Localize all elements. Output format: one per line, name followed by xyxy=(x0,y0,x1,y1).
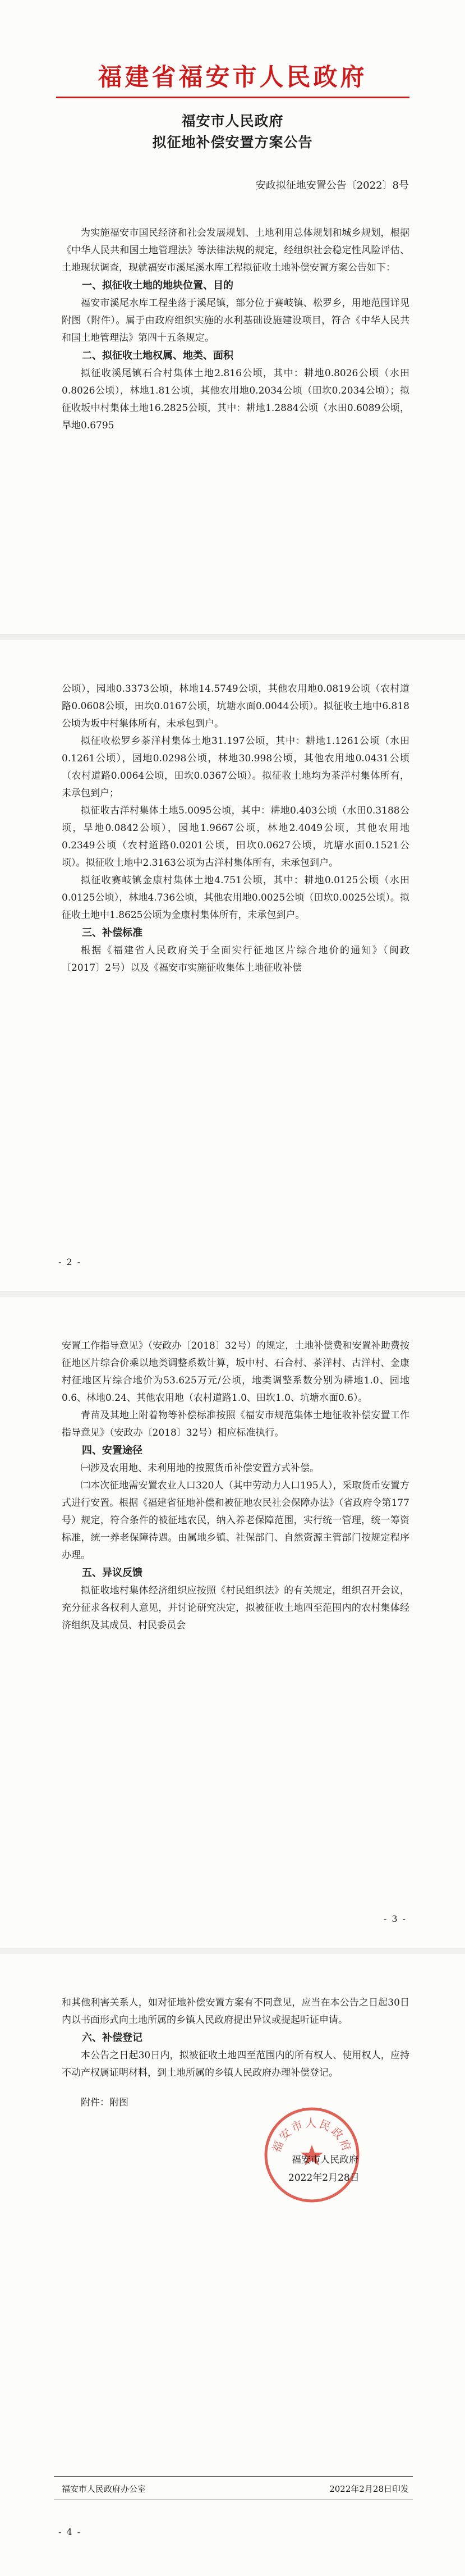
crops-compensation-paragraph: 青苗及其地上附着物等补偿标准按照《福安市规范集体土地征收补偿安置工作指导意见》（安政办〔2018〕32号）相应标准执行。 xyxy=(62,1410,409,1438)
attachment-line: 附件：附图 xyxy=(81,2097,128,2108)
intro-paragraph: 为实施福安市国民经济和社会发展规划、土地利用总体规划和城乡规划，根据《中华人民共和国土地管理法》等法律法规的规定，经组织社会稳定性风险评估、土地现状调查，现就福安市溪尾溪水库工程拟征收土地补偿安置方案公告如下： xyxy=(62,227,409,273)
red-separator-rule xyxy=(56,97,409,98)
guyang-paragraph: 拟征收古洋村集体土地5.0095公顷，其中：耕地0.403公顷（水田0.3188公顷，旱地0.0842公顷），园地1.9667公顷，林地2.4049公顷，其他农用地0.2349公顷（农村道路0.0201公顷，田坎0.0627公顷，坑塘水面0.1521公顷）。拟征收土地中2.3163公顷为古洋村集体所有，未承包到户。 xyxy=(62,805,409,869)
page-2 xyxy=(0,640,465,1291)
section-4-item-2: ㈡本次征地需安置农业人口320人（其中劳动力人口195人），采取货币安置方式进行安置。根据《福建省征地补偿和被征地农民社会保障办法》（省政府令第177号）规定，符合条件的被征地农民，纳入养老保障范围，实行统一管理，统一筹资标准，统一养老保障待遇。由属地乡镇、社保部门、自然资源主管部门按规定程序办理。 xyxy=(62,1480,409,1561)
section-4-item-1: ㈠涉及农用地、未利用地的按照货币补偿安置方式补偿。 xyxy=(81,1463,319,1474)
footer-print-date: 2022年2月28日印发 xyxy=(329,2484,409,2494)
doc-title-line-2: 拟征地补偿安置方案公告 xyxy=(152,134,313,150)
issuing-org-title: 福建省福安市人民政府 xyxy=(98,63,367,92)
page-1 xyxy=(0,0,465,634)
section-6-heading: 六、补偿登记 xyxy=(82,2032,142,2044)
page-number-2: - 2 - xyxy=(58,1257,82,1267)
page-number-3: - 3 - xyxy=(383,1913,407,1924)
page-1-body xyxy=(62,225,409,435)
section-2-paragraph: 拟征收溪尾镇石合村集体土地2.816公顷，其中：耕地0.8026公顷（水田0.8026公顷），林地1.81公顷，其他农用地0.2034公顷（田坎0.2034公顷）；拟征收坂中村集体土地16.2825公顷，其中：耕地1.2884公顷（水田0.6089公顷，旱地0.6795 xyxy=(62,368,409,431)
section-5-paragraph: 拟征收地村集体经济组织应按照《村民组织法》的有关规定，组织召开会议，充分征求各权利人意见，并讨论研究决定，拟被征收土地四至范围内的农村集体经济组织及其成员、村民委员会 xyxy=(62,1585,409,1631)
section-2-heading: 二、拟征收土地权属、地类、面积 xyxy=(82,350,233,362)
page-4-body xyxy=(62,1994,409,2112)
page-3 xyxy=(0,1297,465,1948)
section-3-heading: 三、补偿标准 xyxy=(82,927,142,939)
footer-top-rule xyxy=(54,2476,413,2477)
section-5-continuation: 和其他利害关系人，如对征地补偿安置方案有不同意见，应当在本公告之日起30日内以书面形式向土地所属的乡镇人民政府提出异议或提起听证申请。 xyxy=(62,1997,409,2026)
doc-title-line-1: 福安市人民政府 xyxy=(181,113,284,129)
signing-organization: 福安市人民政府 xyxy=(292,2154,358,2166)
page-3-body xyxy=(62,1337,409,1634)
footer-issuer: 福安市人民政府办公室 xyxy=(62,2484,146,2494)
page-4 xyxy=(0,1954,465,2576)
section-1-paragraph: 福安市溪尾水库工程坐落于溪尾镇，部分位于赛岐镇、松罗乡，用地范围详见附图（附件）。属于由政府组织实施的水利基础设施建设项目，符合《中华人民共和国土地管理法》第四十五条规定。 xyxy=(62,298,409,344)
section-2-continuation: 公顷），园地0.3373公顷，林地14.5749公顷，其他农用地0.0819公顷（农村道路0.0608公顷，田坎0.0167公顷，坑塘水面0.0044公顷）。拟征收土地中6.818公顷为坂中村集体所有，未承包到户。 xyxy=(62,683,409,729)
document-number: 安政拟征地安置公告〔2022〕8号 xyxy=(255,180,409,191)
section-3-paragraph: 根据《福建省人民政府关于全面实行征地区片综合地价的通知》（闽政〔2017〕2号）以及《福安市实施征收集体土地征收补偿 xyxy=(62,945,409,974)
svg-text:福安市人民政府: 福安市人民政府 xyxy=(269,2116,354,2155)
signing-date: 2022年2月28日 xyxy=(288,2172,360,2184)
section-3-continuation: 安置工作指导意见》（安政办〔2018〕32号）的规定，土地补偿费和安置补助费按征地区片综合价乘以地类调整系数计算，坂中村、石合村、茶洋村、古洋村、金康村征地区片综合地价为53.625万元/公顷，地类调整系数分别为耕地1.0、园地0.6、林地0.24、其他农用地（农村道路1.0、田坎1.0、坑塘水面0.6）。 xyxy=(62,1340,409,1404)
songluo-paragraph: 拟征收松罗乡茶洋村集体土地31.197公顷，其中：耕地1.1261公顷（水田0.1261公顷），园地0.0298公顷，林地30.998公顷，其他农用地0.0431公顷（农村道路0.0064公顷，田坎0.0367公顷）。拟征收土地均为茶洋村集体所有，未承包到户； xyxy=(62,736,409,799)
section-1-heading: 一、拟征收土地的地块位置、目的 xyxy=(82,280,233,291)
section-5-heading: 五、异议反馈 xyxy=(82,1567,142,1579)
page-number-4: - 4 - xyxy=(58,2527,82,2537)
section-4-heading: 四、安置途径 xyxy=(82,1445,142,1456)
saiqi-paragraph: 拟征收赛岐镇金康村集体土地4.751公顷，其中：耕地0.0125公顷（水田0.0125公顷），林地4.736公顷，其他农用地0.0025公顷（田坎0.0025公顷）。拟征收土地中1.8625公顷为金康村集体所有，未承包到户。 xyxy=(62,875,409,921)
section-6-paragraph: 本公告之日起30日内，拟被征收土地四至范围内的所有权人、使用权人，应持不动产权属证明材料，到土地所属的乡镇人民政府办理补偿登记。 xyxy=(62,2050,409,2079)
page-2-body xyxy=(62,680,409,977)
